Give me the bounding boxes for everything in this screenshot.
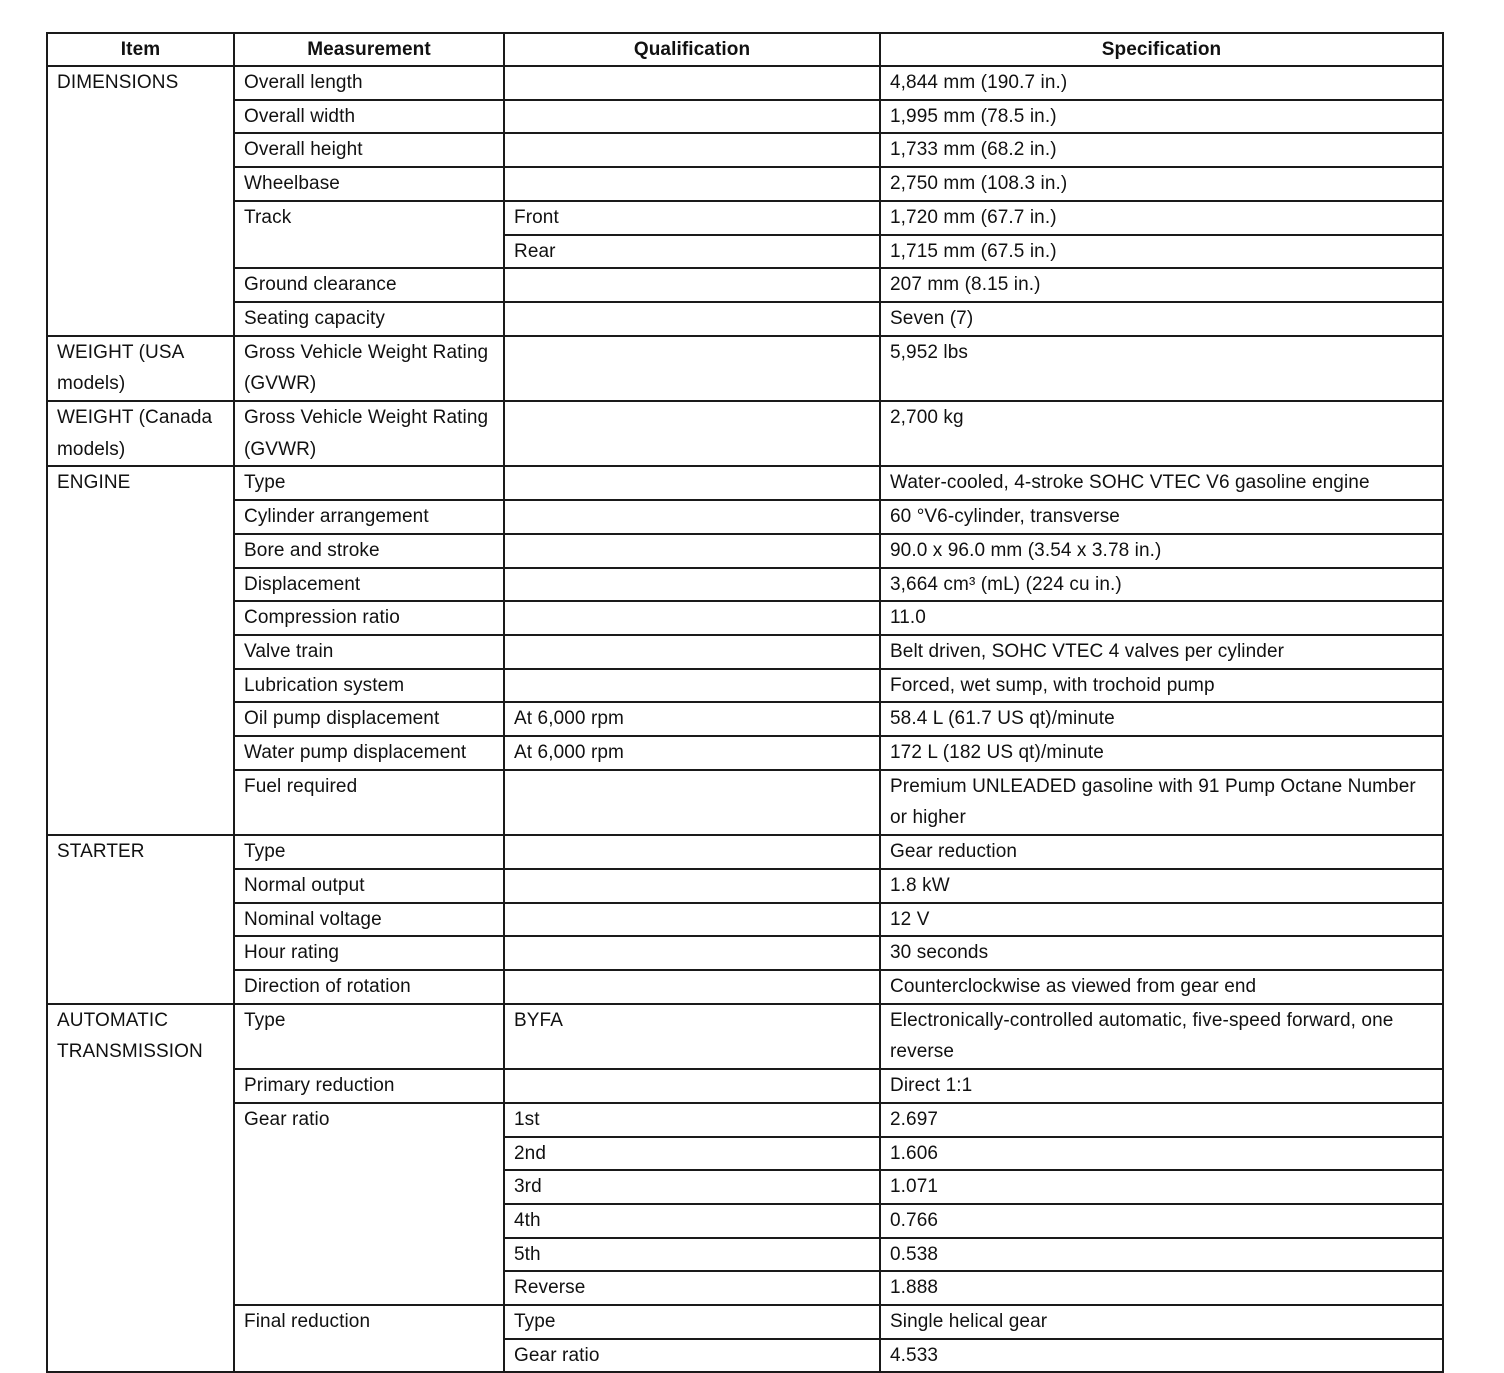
qualification-cell: Front (504, 201, 880, 235)
measurement-cell: Gross Vehicle Weight Rating (GVWR) (234, 336, 504, 401)
specification-cell: 1,720 mm (67.7 in.) (880, 201, 1443, 235)
qualification-cell (504, 770, 880, 835)
item-automatic-transmission: AUTOMATIC TRANSMISSION (47, 1004, 234, 1373)
measurement-cell: Lubrication system (234, 669, 504, 703)
qualification-cell: 4th (504, 1204, 880, 1238)
item-weight-usa: WEIGHT (USA models) (47, 336, 234, 401)
table-row (47, 66, 1443, 100)
measurement-cell: Overall height (234, 133, 504, 167)
qualification-cell (504, 936, 880, 970)
specification-cell: 11.0 (880, 601, 1443, 635)
measurement-cell: Seating capacity (234, 302, 504, 336)
measurement-cell: Compression ratio (234, 601, 504, 635)
table-row (47, 201, 1443, 235)
qualification-cell: BYFA (504, 1004, 880, 1069)
table-row (47, 100, 1443, 134)
specification-cell: 1,733 mm (68.2 in.) (880, 133, 1443, 167)
qualification-cell: Reverse (504, 1271, 880, 1305)
measurement-cell: Type (234, 835, 504, 869)
table-row (47, 534, 1443, 568)
qualification-cell (504, 302, 880, 336)
measurement-cell: Wheelbase (234, 167, 504, 201)
qualification-cell (504, 466, 880, 500)
table-row (47, 601, 1443, 635)
measurement-cell: Track (234, 201, 504, 268)
table-row (47, 1103, 1443, 1137)
specification-cell: 60 °V6-cylinder, transverse (880, 500, 1443, 534)
specification-cell: 12 V (880, 903, 1443, 937)
specification-cell: 90.0 x 96.0 mm (3.54 x 3.78 in.) (880, 534, 1443, 568)
item-weight-canada: WEIGHT (Canada models) (47, 401, 234, 466)
qualification-cell (504, 167, 880, 201)
qualification-cell (504, 133, 880, 167)
item-starter: STARTER (47, 835, 234, 1004)
measurement-cell: Cylinder arrangement (234, 500, 504, 534)
qualification-cell (504, 1069, 880, 1103)
qualification-cell: 3rd (504, 1170, 880, 1204)
table-row (47, 1004, 1443, 1069)
measurement-cell: Gear ratio (234, 1103, 504, 1305)
table-row (47, 869, 1443, 903)
specification-cell: 4.533 (880, 1339, 1443, 1373)
qualification-cell (504, 268, 880, 302)
specification-cell: 0.766 (880, 1204, 1443, 1238)
specification-cell: Seven (7) (880, 302, 1443, 336)
specification-cell: 1,995 mm (78.5 in.) (880, 100, 1443, 134)
qualification-cell (504, 100, 880, 134)
specification-cell: 2,750 mm (108.3 in.) (880, 167, 1443, 201)
specification-cell: Belt driven, SOHC VTEC 4 valves per cylinder (880, 635, 1443, 669)
specification-cell: Water-cooled, 4-stroke SOHC VTEC V6 gasoline engine (880, 466, 1443, 500)
table-row (47, 736, 1443, 770)
qualification-cell (504, 669, 880, 703)
table-row (47, 133, 1443, 167)
qualification-cell (504, 601, 880, 635)
specification-cell: Electronically-controlled automatic, five-speed forward, one reverse (880, 1004, 1443, 1069)
measurement-cell: Displacement (234, 568, 504, 602)
measurement-cell: Primary reduction (234, 1069, 504, 1103)
specification-cell: 5,952 lbs (880, 336, 1443, 401)
header-row (47, 33, 1443, 66)
table-row (47, 770, 1443, 835)
measurement-cell: Overall width (234, 100, 504, 134)
measurement-cell: Overall length (234, 66, 504, 100)
table-row (47, 568, 1443, 602)
qualification-cell (504, 401, 880, 466)
measurement-cell: Final reduction (234, 1305, 504, 1372)
measurement-cell: Type (234, 466, 504, 500)
specification-cell: Premium UNLEADED gasoline with 91 Pump Octane Number or higher (880, 770, 1443, 835)
qualification-cell (504, 903, 880, 937)
table-row (47, 500, 1443, 534)
specification-cell: 1,715 mm (67.5 in.) (880, 235, 1443, 269)
measurement-cell: Fuel required (234, 770, 504, 835)
qualification-cell (504, 66, 880, 100)
table-row (47, 167, 1443, 201)
table-row (47, 702, 1443, 736)
measurement-cell: Water pump displacement (234, 736, 504, 770)
table-row (47, 401, 1443, 466)
measurement-cell: Hour rating (234, 936, 504, 970)
table-row (47, 268, 1443, 302)
table-row (47, 1305, 1443, 1339)
table-row (47, 1069, 1443, 1103)
qualification-cell (504, 500, 880, 534)
specification-cell: 1.888 (880, 1271, 1443, 1305)
table-row (47, 302, 1443, 336)
qualification-cell: Rear (504, 235, 880, 269)
table-row (47, 669, 1443, 703)
qualification-cell (504, 869, 880, 903)
table-row (47, 635, 1443, 669)
measurement-cell: Direction of rotation (234, 970, 504, 1004)
table-row (47, 970, 1443, 1004)
header-specification: Specification (880, 33, 1443, 66)
qualification-cell: At 6,000 rpm (504, 736, 880, 770)
measurement-cell: Oil pump displacement (234, 702, 504, 736)
specifications-table (46, 32, 1444, 1373)
specification-cell: Single helical gear (880, 1305, 1443, 1339)
qualification-cell (504, 336, 880, 401)
specification-cell: Gear reduction (880, 835, 1443, 869)
specification-cell: 207 mm (8.15 in.) (880, 268, 1443, 302)
table-row (47, 336, 1443, 401)
qualification-cell: 2nd (504, 1137, 880, 1171)
specification-cell: 4,844 mm (190.7 in.) (880, 66, 1443, 100)
qualification-cell (504, 835, 880, 869)
specification-cell: 0.538 (880, 1238, 1443, 1272)
qualification-cell: Gear ratio (504, 1339, 880, 1373)
measurement-cell: Valve train (234, 635, 504, 669)
specification-cell: 1.8 kW (880, 869, 1443, 903)
qualification-cell (504, 568, 880, 602)
measurement-cell: Nominal voltage (234, 903, 504, 937)
measurement-cell: Normal output (234, 869, 504, 903)
specification-cell: 58.4 L (61.7 US qt)/minute (880, 702, 1443, 736)
table-row (47, 835, 1443, 869)
qualification-cell (504, 635, 880, 669)
specification-cell: Counterclockwise as viewed from gear end (880, 970, 1443, 1004)
header-measurement: Measurement (234, 33, 504, 66)
table-row (47, 466, 1443, 500)
item-dimensions: DIMENSIONS (47, 66, 234, 336)
table-row (47, 903, 1443, 937)
measurement-cell: Gross Vehicle Weight Rating (GVWR) (234, 401, 504, 466)
specification-cell: 1.071 (880, 1170, 1443, 1204)
specification-cell: 2,700 kg (880, 401, 1443, 466)
qualification-cell: At 6,000 rpm (504, 702, 880, 736)
specification-cell: Direct 1:1 (880, 1069, 1443, 1103)
specification-cell: 30 seconds (880, 936, 1443, 970)
specification-cell: 1.606 (880, 1137, 1443, 1171)
specification-cell: Forced, wet sump, with trochoid pump (880, 669, 1443, 703)
table-row (47, 936, 1443, 970)
qualification-cell (504, 970, 880, 1004)
qualification-cell: Type (504, 1305, 880, 1339)
measurement-cell: Bore and stroke (234, 534, 504, 568)
qualification-cell (504, 534, 880, 568)
specification-cell: 3,664 cm³ (mL) (224 cu in.) (880, 568, 1443, 602)
qualification-cell: 5th (504, 1238, 880, 1272)
specification-cell: 2.697 (880, 1103, 1443, 1137)
measurement-cell: Ground clearance (234, 268, 504, 302)
header-item: Item (47, 33, 234, 66)
measurement-cell: Type (234, 1004, 504, 1069)
specification-cell: 172 L (182 US qt)/minute (880, 736, 1443, 770)
qualification-cell: 1st (504, 1103, 880, 1137)
item-engine: ENGINE (47, 466, 234, 835)
header-qualification: Qualification (504, 33, 880, 66)
